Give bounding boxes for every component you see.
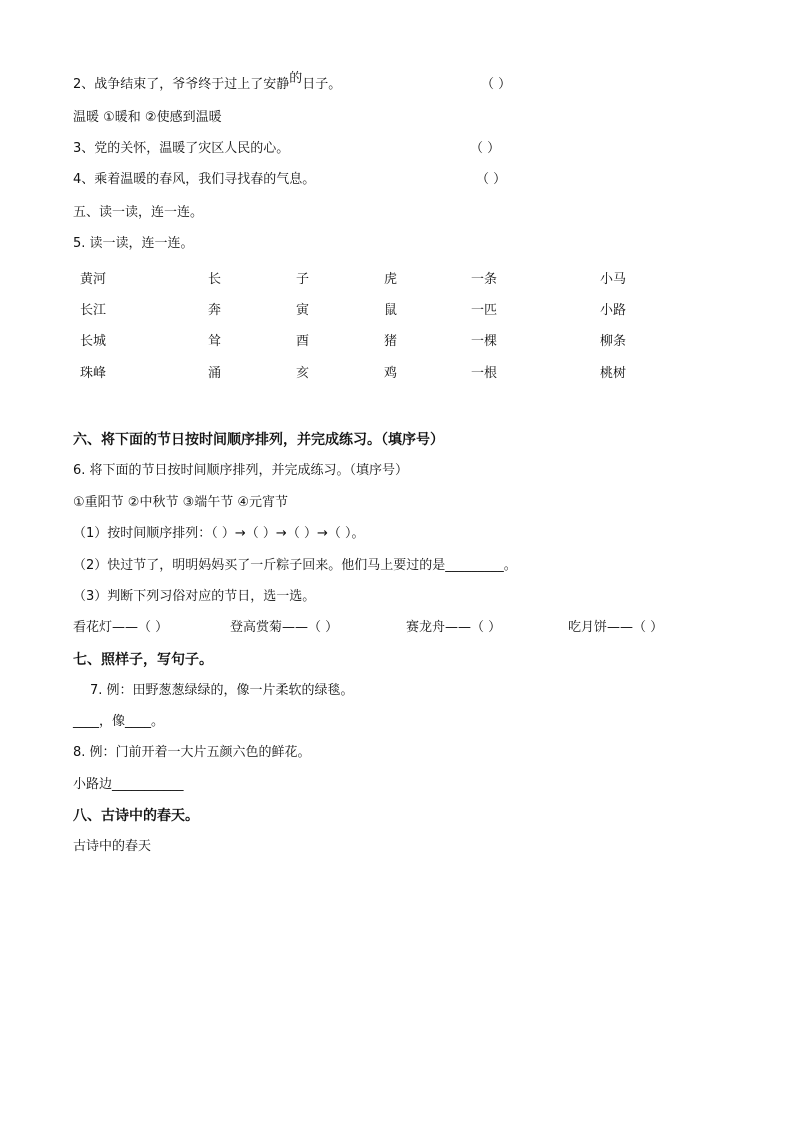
- connect-cell[interactable]: 长城: [80, 334, 107, 349]
- wennuan-definition: 温暖 ①暖和 ②使感到温暖: [73, 110, 222, 125]
- connect-cell[interactable]: 一匹: [471, 303, 498, 318]
- connect-cell[interactable]: 柳条: [600, 334, 627, 349]
- connect-cell[interactable]: 鸡: [384, 366, 398, 381]
- question-4: 4、乘着温暖的春风，我们寻找春的气息。: [73, 172, 316, 187]
- custom-item[interactable]: 登高赏菊——（ ）: [230, 620, 339, 635]
- question-6-sub-1[interactable]: （1）按时间顺序排列：（ ）→（ ）→（ ）→（ ）。: [73, 526, 365, 541]
- question-8: 8. 例：门前开着一大片五颜六色的鲜花。: [73, 745, 311, 760]
- question-2-answer-paren[interactable]: （ ）: [481, 77, 512, 92]
- connect-cell[interactable]: 酉: [296, 334, 310, 349]
- question-6: 6. 将下面的节日按时间顺序排列，并完成练习。（填序号）: [73, 463, 409, 478]
- connect-cell[interactable]: 耸: [208, 334, 222, 349]
- connect-cell[interactable]: 一条: [471, 272, 498, 287]
- connect-cell[interactable]: 长江: [80, 303, 107, 318]
- connect-cell[interactable]: 小马: [600, 272, 627, 287]
- section-7-title: 七、照样子，写句子。: [73, 652, 213, 668]
- connect-cell[interactable]: 子: [296, 272, 310, 287]
- connect-cell[interactable]: 黄河: [80, 272, 107, 287]
- connect-cell[interactable]: 亥: [296, 366, 310, 381]
- section-6-title: 六、将下面的节日按时间顺序排列，并完成练习。（填序号）: [73, 432, 444, 448]
- connect-cell[interactable]: 长: [208, 272, 222, 287]
- connect-cell[interactable]: 猪: [384, 334, 398, 349]
- section-8-subtitle: 古诗中的春天: [73, 839, 152, 854]
- custom-item[interactable]: 赛龙舟——（ ）: [406, 620, 502, 635]
- connect-cell[interactable]: 一根: [471, 366, 498, 381]
- connect-cell[interactable]: 珠峰: [80, 366, 107, 381]
- question-3-answer-paren[interactable]: （ ）: [470, 141, 501, 156]
- custom-item[interactable]: 看花灯——（ ）: [73, 620, 169, 635]
- connect-cell[interactable]: 一棵: [471, 334, 498, 349]
- connect-cell[interactable]: 奔: [208, 303, 222, 318]
- connect-cell[interactable]: 桃树: [600, 366, 627, 381]
- question-5: 5. 读一读，连一连。: [73, 236, 194, 251]
- connect-cell[interactable]: 涌: [208, 366, 222, 381]
- question-4-answer-paren[interactable]: （ ）: [476, 172, 507, 187]
- question-8-answer[interactable]: 小路边___________: [73, 777, 184, 792]
- question-6-sub-2[interactable]: （2）快过节了，明明妈妈买了一斤粽子回来。他们马上要过的是_________。: [73, 558, 517, 573]
- connect-cell[interactable]: 小路: [600, 303, 627, 318]
- question-6-sub-3: （3）判断下列习俗对应的节日，选一选。: [73, 589, 316, 604]
- connect-cell[interactable]: 虎: [384, 272, 398, 287]
- question-2-text: 2、战争结束了，爷爷终于过上了安静: [73, 77, 290, 92]
- custom-item[interactable]: 吃月饼——（ ）: [568, 620, 664, 635]
- connect-cell[interactable]: 寅: [296, 303, 310, 318]
- question-2: [73, 71, 342, 94]
- question-2-de: 的: [289, 71, 303, 86]
- question-7-answer[interactable]: ____，像____。: [73, 714, 165, 729]
- section-5-title: 五、读一读，连一连。: [73, 205, 204, 220]
- festival-list: ①重阳节 ②中秋节 ③端午节 ④元宵节: [73, 495, 289, 510]
- connect-cell[interactable]: 鼠: [384, 303, 398, 318]
- question-7: 7. 例：田野葱葱绿绿的，像一片柔软的绿毯。: [90, 683, 354, 698]
- question-2-tail: 日子。: [302, 77, 342, 92]
- question-3: 3、党的关怀，温暖了灾区人民的心。: [73, 141, 290, 156]
- section-8-title: 八、古诗中的春天。: [73, 808, 199, 824]
